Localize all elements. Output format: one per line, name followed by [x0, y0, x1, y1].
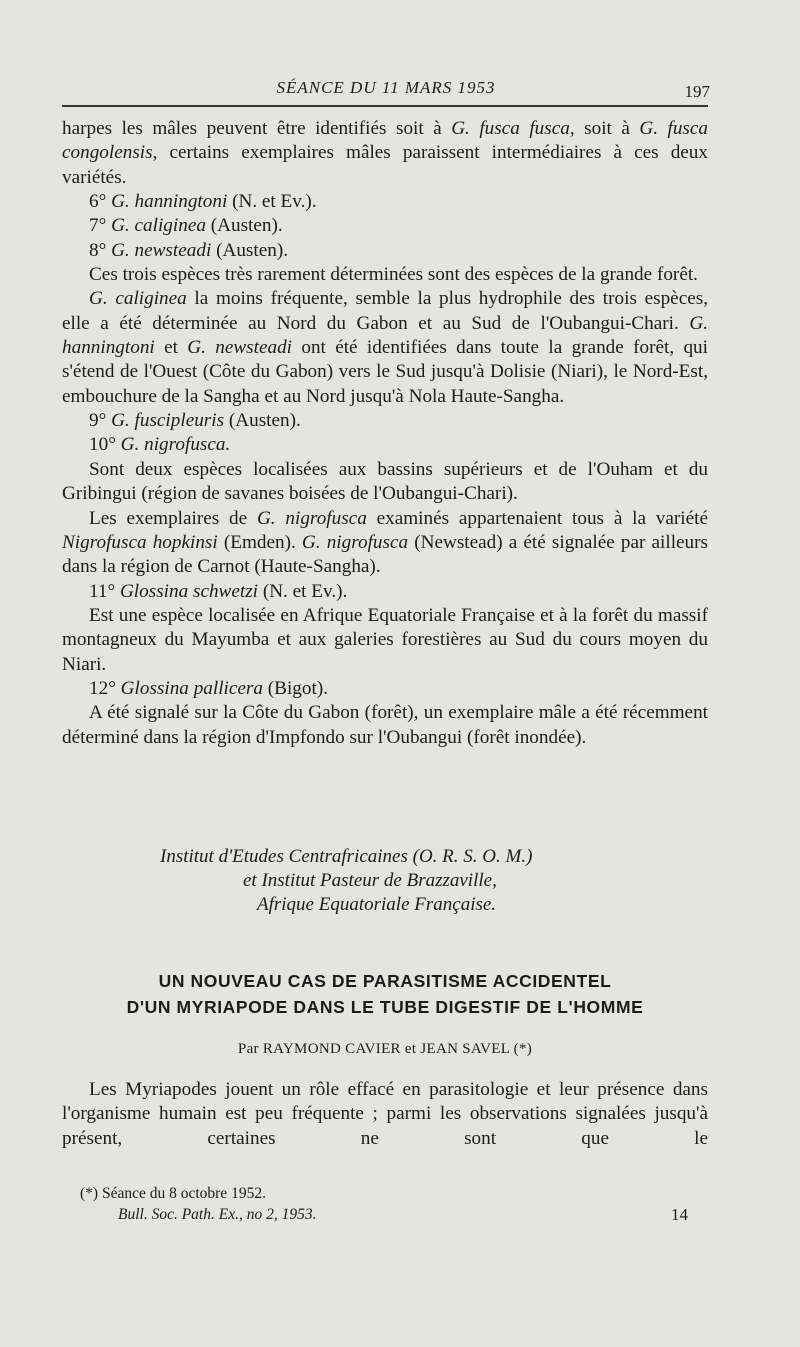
list-item	[62, 580, 708, 604]
text-run: 9°	[89, 410, 112, 432]
paragraph	[62, 458, 708, 507]
header-rule	[62, 105, 708, 107]
article-authors: Par RAYMOND CAVIER et JEAN SAVEL (*)	[237, 1041, 533, 1057]
paragraph	[62, 287, 708, 409]
article-paragraph: Les Myriapodes jouent un rôle effacé en parasitologie et leur présence dans l'organisme humain est peu fréquente ; parmi les observations signalées jusqu'à présent, certaines ne sont que le	[62, 1079, 708, 1149]
text-run: A été signalé sur la Côte du Gabon (forêt), un exemplaire mâle a été récemment déterminé dans la région d'Impfondo sur l'Oubangui (forêt inondée).	[62, 702, 708, 748]
text-run: 6°	[89, 191, 112, 213]
species-name: G. nigrofusca	[256, 507, 367, 529]
list-item	[62, 190, 708, 214]
paragraph	[62, 263, 708, 287]
article-title-line-2: D'UN MYRIAPODE DANS LE TUBE DIGESTIF DE L'HOMME	[126, 997, 644, 1017]
text-run: (N. et Ev.).	[227, 191, 317, 213]
text-run: (Emden).	[217, 531, 302, 553]
affiliation-line-2: et Institut Pasteur de Brazzaville,	[243, 870, 497, 891]
affiliation-line-3: Afrique Equatoriale Française.	[257, 894, 497, 915]
species-name: G. hanningtoni	[62, 312, 708, 359]
list-item	[62, 409, 708, 433]
running-header	[62, 78, 710, 100]
paragraph	[62, 117, 708, 190]
page-number: 197	[684, 82, 710, 101]
species-name: G. nigrofusca	[301, 531, 409, 553]
text-run: la moins fréquente, semble la plus hydrophile des trois espèces, elle a été déterminée au Nord du Gabon et au Sud de l'Oubangui-Chari.	[62, 288, 708, 334]
text-run: 11°	[89, 580, 120, 602]
text-run: ont été identifiées dans toute la grande forêt, qui s'étend de l'Ouest (Côte du Gabon) vers le Sud jusqu'à Dolisie (Niari), le Nord-Est, embouchure de la Sangha et au Nord jusqu'à Nola Haute-Sangha.	[62, 337, 708, 407]
species-name: G. hanningtoni	[111, 191, 228, 213]
text-run: (Austen).	[205, 215, 283, 237]
text-run: (N. et Ev.).	[258, 580, 348, 602]
species-name: G. fusca fusca	[451, 118, 570, 139]
species-name: Glossina schwetzi	[119, 580, 259, 602]
paragraph	[62, 604, 708, 677]
text-run: (Bigot).	[262, 677, 329, 699]
article-title	[62, 968, 708, 1020]
printer-signature: 14	[671, 1205, 688, 1224]
list-item	[62, 239, 708, 263]
text-run: (Austen).	[211, 239, 289, 261]
paragraph	[62, 507, 708, 580]
footnote-line-1: (*) Séance du 8 octobre 1952.	[80, 1185, 266, 1202]
species-name: Nigrofusca hopkinsi	[62, 531, 218, 553]
species-name: G. caliginea	[111, 215, 206, 237]
text-run: Est une espèce localisée en Afrique Equatoriale Française et à la forêt du massif montagneux du Mayumba et aux galeries forestières au Sud du cours moyen du Niari.	[62, 604, 708, 675]
species-name: G. newsteadi	[187, 337, 293, 359]
text-run: , soit à	[569, 118, 640, 139]
text-run: examinés appartenaient tous à la variété	[366, 507, 709, 529]
header-title: SÉANCE DU 11 MARS 1953	[276, 78, 496, 97]
text-run: 7°	[89, 215, 112, 237]
text-run: Sont deux espèces localisées aux bassins supérieurs et de l'Ouham et du Gribingui (région de savanes boisées de l'Oubangui-Chari).	[62, 458, 708, 505]
affiliation	[62, 845, 708, 917]
species-name: G. fuscipleuris	[111, 410, 225, 432]
text-run: 12°	[89, 677, 121, 699]
species-name: Glossina pallicera	[120, 677, 263, 699]
text-run: 8°	[89, 239, 112, 261]
text-run: Ces trois espèces très rarement déterminées sont des espèces de la grande forêt.	[89, 264, 698, 286]
species-name: G. nigrofusca.	[120, 434, 231, 456]
affiliation-line-1: Institut d'Etudes Centrafricaines (O. R. S. O. M.)	[160, 846, 533, 867]
text-run: (Austen).	[224, 410, 301, 432]
text-run: , certains exemplaires mâles paraissent intermédiaires à ces deux variétés.	[62, 142, 708, 188]
species-name: G. newsteadi	[111, 239, 212, 261]
body-text	[62, 117, 708, 750]
footnote-line-2: Bull. Soc. Path. Ex., no 2, 1953.	[118, 1206, 317, 1223]
text-run: 10°	[89, 434, 121, 456]
species-name: G. fusca congolensis	[62, 118, 709, 164]
text-run: harpes les mâles peuvent être identifiés soit à	[62, 118, 452, 139]
list-item	[62, 677, 708, 701]
footnote	[80, 1183, 710, 1225]
species-name: G. caliginea	[89, 288, 187, 310]
text-run: et	[154, 337, 188, 359]
paragraph	[62, 701, 708, 750]
article-body	[62, 1078, 708, 1151]
article-title-line-1: UN NOUVEAU CAS DE PARASITISME ACCIDENTEL	[158, 971, 612, 991]
text-run: Les exemplaires de	[89, 507, 257, 529]
text-run: (Newstead) a été signalée par ailleurs dans la région de Carnot (Haute-Sangha).	[62, 531, 709, 578]
list-item	[62, 214, 708, 238]
list-item	[62, 433, 708, 457]
